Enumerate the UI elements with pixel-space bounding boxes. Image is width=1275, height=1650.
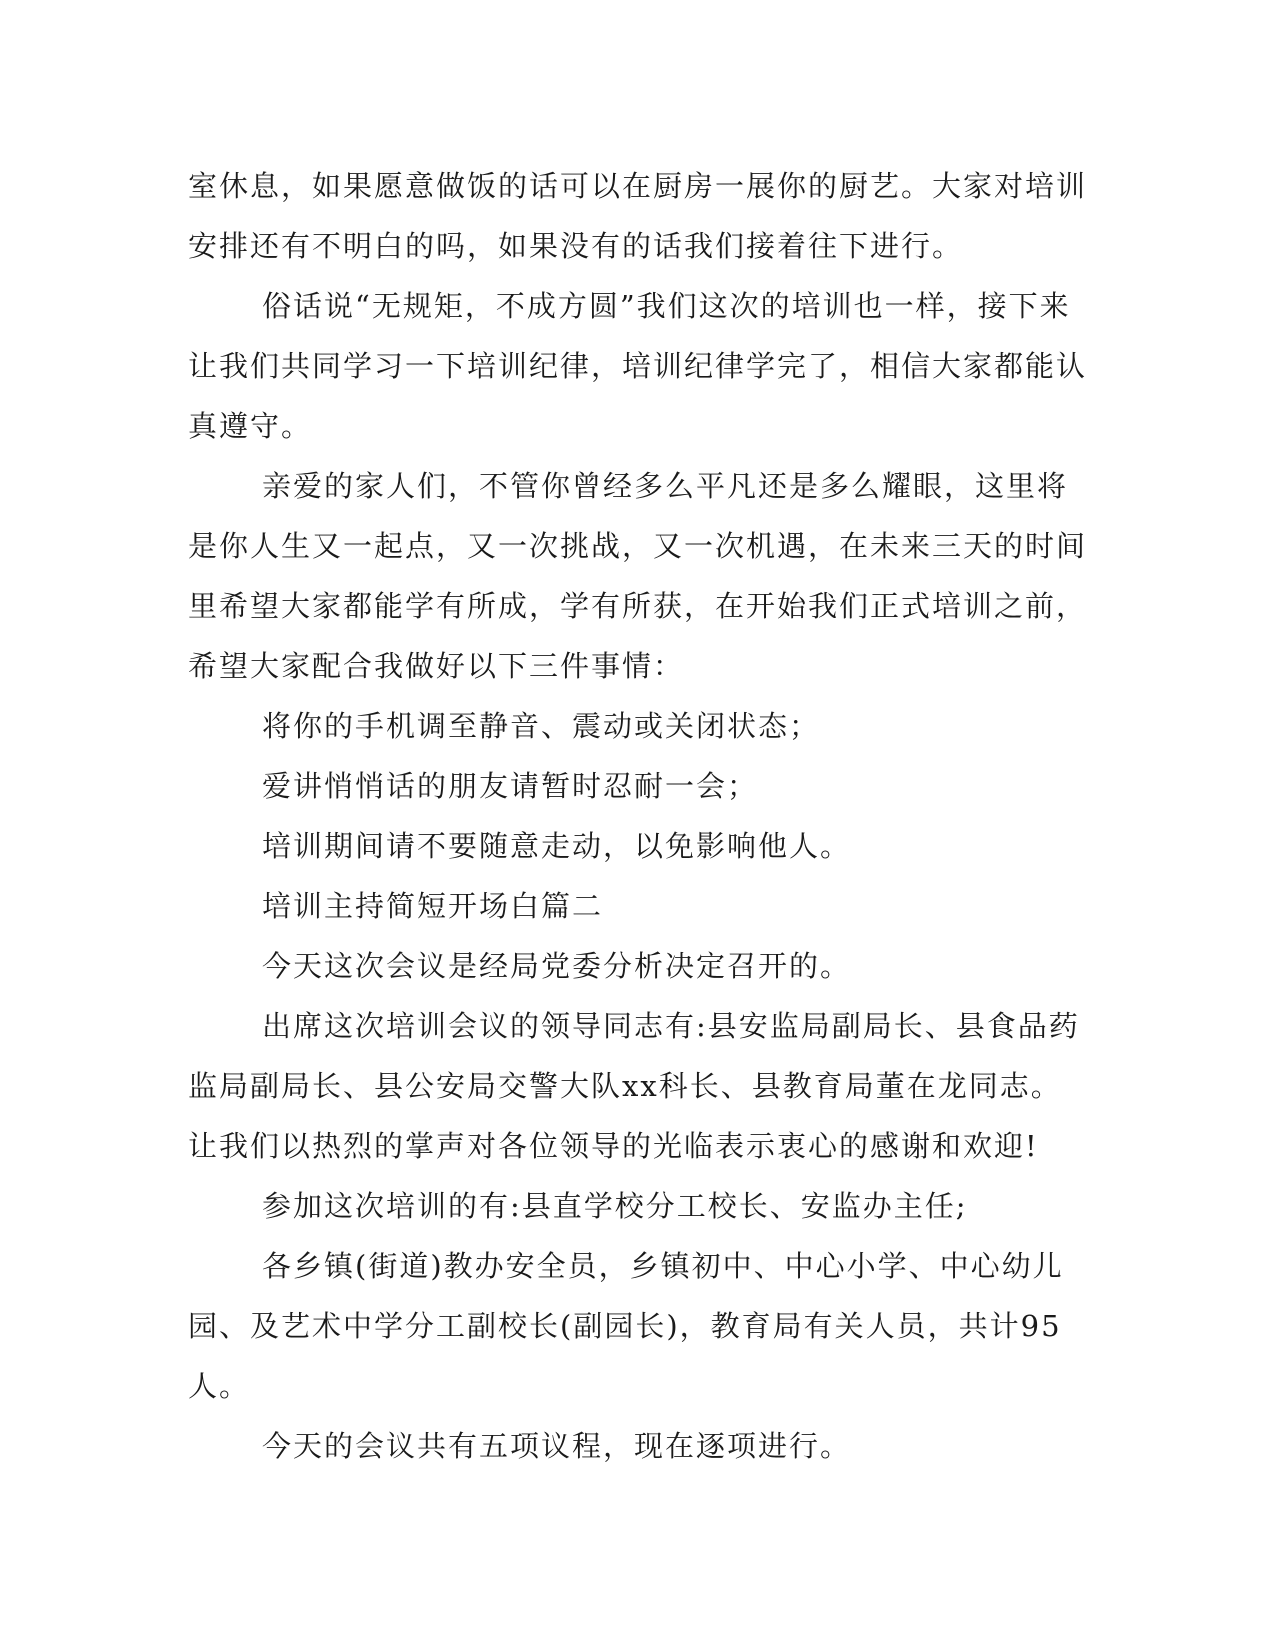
paragraph-9: 出席这次培训会议的领导同志有:县安监局副局长、县食品药监局副局长、县公安局交警大队xx科长、县教育局董在龙同志。让我们以热烈的掌声对各位领导的光临表示衷心的感谢和欢迎! <box>188 1009 1080 1163</box>
paragraph-6: 培训期间请不要随意走动，以免影响他人。 <box>262 829 852 863</box>
paragraph-5: 爱讲悄悄话的朋友请暂时忍耐一会； <box>262 769 759 803</box>
paragraph-1: 室休息，如果愿意做饭的话可以在厨房一展你的厨艺。大家对培训安排还有不明白的吗，如果没有的话我们接着往下进行。 <box>188 169 1088 263</box>
paragraph-12: 今天的会议共有五项议程，现在逐项进行。 <box>262 1429 852 1463</box>
section-heading: 培训主持简短开场白篇二 <box>262 889 604 923</box>
paragraph-4: 将你的手机调至静音、震动或关闭状态； <box>262 709 821 743</box>
paragraph-3: 亲爱的家人们，不管你曾经多么平凡还是多么耀眼，这里将是你人生又一起点，又一次挑战，又一次机遇，在未来三天的时间里希望大家都能学有所成，学有所获，在开始我们正式培训之前，希望大家配合我做好以下三件事情： <box>188 469 1088 683</box>
paragraph-11: 各乡镇(街道)教办安全员，乡镇初中、中心小学、中心幼儿园、及艺术中学分工副校长(副园长)，教育局有关人员，共计95人。 <box>188 1249 1064 1403</box>
paragraph-2: 俗话说“无规矩，不成方圆”我们这次的培训也一样，接下来让我们共同学习一下培训纪律，培训纪律学完了，相信大家都能认真遵守。 <box>188 289 1088 443</box>
paragraph-10: 参加这次培训的有:县直学校分工校长、安监办主任; <box>262 1189 968 1223</box>
document-body <box>188 156 1088 1476</box>
paragraph-8: 今天这次会议是经局党委分析决定召开的。 <box>262 949 852 983</box>
